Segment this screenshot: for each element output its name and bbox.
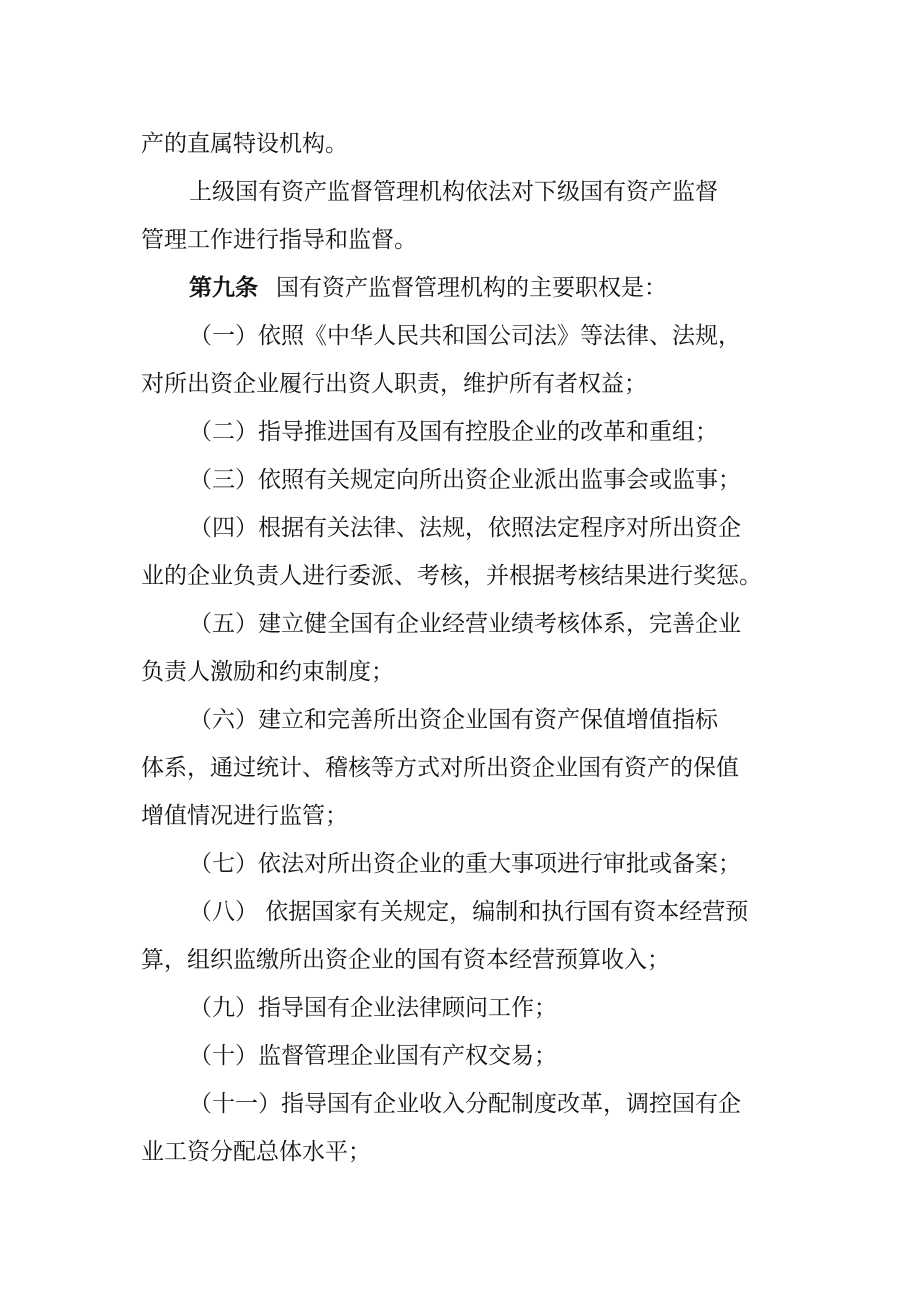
- paragraph-line: [0, 604, 920, 644]
- line-text: 上级国有资产监督管理机构依法对下级国有资产监督: [189, 179, 718, 205]
- paragraph-line: [0, 220, 920, 260]
- paragraph-line: [0, 892, 920, 932]
- line-text: 负责人激励和约束制度；: [141, 659, 394, 685]
- paragraph-line: [0, 748, 920, 788]
- line-text: （七）依法对所出资企业的重大事项进行审批或备案；: [189, 851, 741, 877]
- line-text: 体系，通过统计、稽核等方式对所出资企业国有资产的保值: [141, 755, 739, 781]
- paragraph-line: [0, 364, 920, 404]
- line-text: （四）根据有关法律、法规，依照法定程序对所出资企: [189, 515, 741, 541]
- paragraph-line: [0, 1036, 920, 1076]
- article-label: 第九条: [189, 274, 258, 301]
- paragraph-line: [0, 316, 920, 356]
- paragraph-line: [0, 796, 920, 836]
- line-text: 对所出资企业履行出资人职责，维护所有者权益；: [141, 371, 647, 397]
- paragraph-line: [0, 1132, 920, 1172]
- line-text: （十一）指导国有企业收入分配制度改革，调控国有企: [189, 1091, 741, 1117]
- paragraph-line: [0, 556, 920, 596]
- paragraph-line: [0, 1084, 920, 1124]
- paragraph-line: [0, 508, 920, 548]
- paragraph-line: [0, 124, 920, 164]
- paragraph-line: [0, 460, 920, 500]
- paragraph-line: [0, 172, 920, 212]
- line-text: 管理工作进行指导和监督。: [141, 227, 417, 253]
- line-text: 业工资分配总体水平；: [141, 1139, 371, 1165]
- paragraph-line: [0, 844, 920, 884]
- line-text: （二）指导推进国有及国有控股企业的改革和重组；: [189, 419, 718, 445]
- line-text: 算，组织监缴所出资企业的国有资本经营预算收入；: [141, 947, 670, 973]
- paragraph-line: [0, 988, 920, 1028]
- line-text: 增值情况进行监管；: [141, 803, 348, 829]
- paragraph-line: [0, 700, 920, 740]
- paragraph-line: [0, 940, 920, 980]
- paragraph-line: [0, 412, 920, 452]
- line-text: （五）建立健全国有企业经营业绩考核体系，完善企业: [189, 611, 741, 637]
- line-text: 业的企业负责人进行委派、考核，并根据考核结果进行奖惩。: [141, 563, 762, 589]
- line-text: 产的直属特设机构。: [141, 131, 348, 157]
- line-text: 国有资产监督管理机构的主要职权是：: [276, 275, 667, 301]
- paragraph-line: [0, 652, 920, 692]
- article-heading-line: [0, 268, 920, 308]
- line-text: （三）依照有关规定向所出资企业派出监事会或监事；: [189, 467, 741, 493]
- line-text: （六）建立和完善所出资企业国有资产保值增值指标: [189, 707, 718, 733]
- line-text: （一）依照《中华人民共和国公司法》等法律、法规，: [189, 323, 741, 349]
- line-text: （九）指导国有企业法律顾问工作；: [189, 995, 557, 1021]
- line-text: （十）监督管理企业国有产权交易；: [189, 1043, 557, 1069]
- line-text: （八） 依据国家有关规定，编制和执行国有资本经营预: [189, 899, 749, 925]
